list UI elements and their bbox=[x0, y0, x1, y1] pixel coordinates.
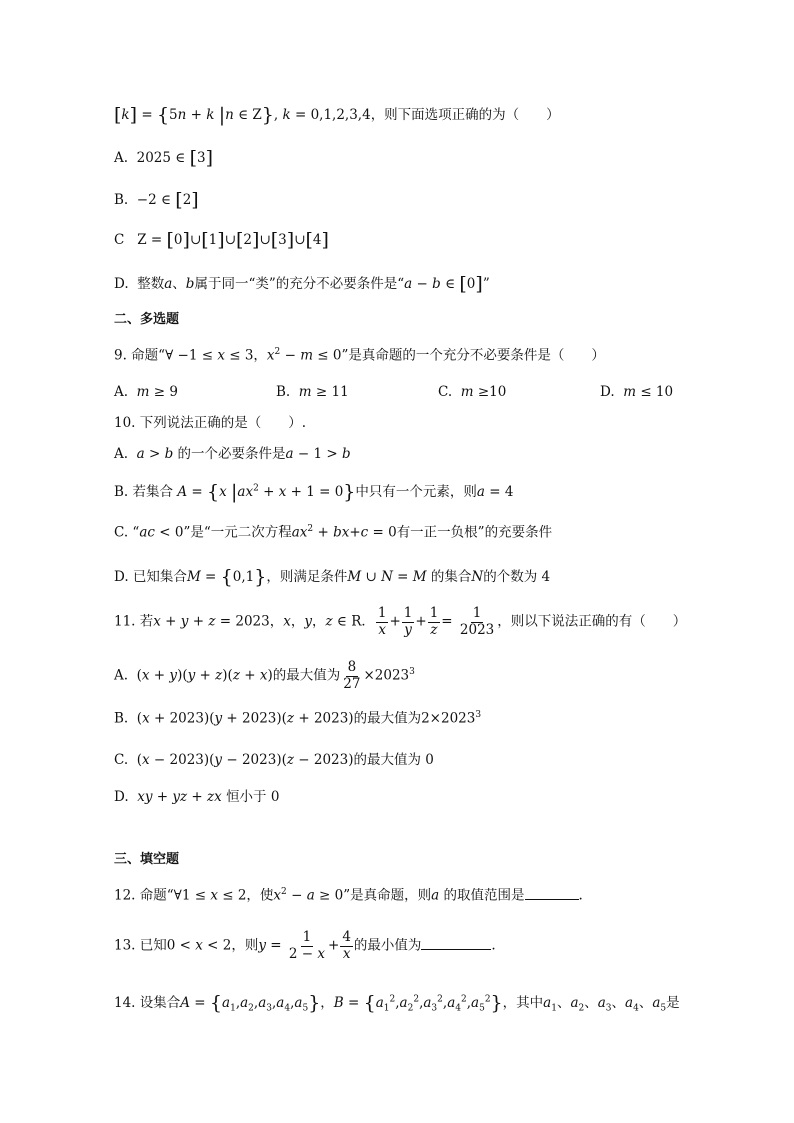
q13-answer-blank[interactable] bbox=[421, 949, 491, 950]
q9-option-b: B. m ≥ 11 bbox=[276, 384, 349, 400]
q10-option-a: A. a > b 的一个必要条件是a − 1 > b bbox=[114, 446, 351, 462]
q10-option-b: B. 若集合 A = {x $|ax^2 + x + 1 = 0$}中只有一个元素，则a = 4 bbox=[114, 481, 514, 503]
q12-answer-blank[interactable] bbox=[525, 899, 579, 900]
q12-stem: 12. 命题“∀1 ≤ x ≤ 2，使$x^2 - a \ge 0$”是真命题，则a 的取值范围是 . bbox=[114, 887, 583, 904]
q11-option-d: D. xy + yz + zx 恒小于 0 bbox=[114, 789, 280, 805]
q11-stem: 11. 若x + y + z = 2023，x，y，z ∈ R． $\frac{1}{x}$ + $\frac{1}{y}$ + $\frac{1}{z}$ = $\frac{1}{2023}$ ，则以下说法正确的有（ ） bbox=[114, 605, 687, 638]
section-multi-choice: 二、多选题 bbox=[114, 312, 180, 327]
q11-option-a: A. (x + y)(y + z)(z + x)的最大值为 $\frac{8}{27}$ $\times 2023^3$ bbox=[114, 659, 415, 692]
q9-option-c: C. m ≥10 bbox=[438, 384, 507, 400]
q14-stem: 14. 设集合$A = \{a_1,a_2,a_3,a_4,a_5\}$，$B = \{a_1^2,a_2^2,a_3^2,a_4^2,a_5^2\}$，其中$a_1$、$a_2$、$a_3$、$a_4$、$a_5$是 bbox=[114, 992, 680, 1014]
q10-option-c: C. “ac < 0”是“一元二次方程$ax^2 + bx+c = 0$有一正一负根”的充要条件 bbox=[114, 524, 553, 541]
q10-stem: 10. 下列说法正确的是（ ）. bbox=[114, 415, 307, 431]
q13-stem: 13. 已知0 < x < 2，则y = $\frac{1}{2 - x}$ + $\frac{4}{x}$ 的最小值为 . bbox=[114, 929, 496, 962]
q9-option-a: A. m ≥ 9 bbox=[114, 384, 178, 400]
q8-option-a: A. 2025 ∈ [3] bbox=[114, 147, 213, 169]
q11-option-c: C. (x − 2023)(y − 2023)(z − 2023)的最大值为 0 bbox=[114, 752, 434, 768]
q10-option-d: D. 已知集合M = {0,1}，则满足条件M ∪ N = M 的集合N的个数为 4 bbox=[114, 566, 551, 588]
q8-option-b: B. −2 ∈ [2] bbox=[114, 189, 199, 211]
q9-option-d: D. m ≤ 10 bbox=[600, 384, 674, 400]
q11-option-b: B. (x + 2023)(y + 2023)(z + 2023)的最大值为$2\times 2023^3$ bbox=[114, 710, 482, 727]
q8-option-d: D. 整数a、b属于同一“类”的充分不必要条件是“a − b ∈ [0]” bbox=[114, 273, 490, 295]
section-fill-blank: 三、填空题 bbox=[114, 852, 180, 867]
q8-set-definition: [k] = {5n + k |n ∈ Z}, k = 0,1,2,3,4，则下面选项正确的为（ ） bbox=[114, 104, 560, 126]
q9-stem: 9. 命题“∀ −1 ≤ x ≤ 3，$x^2 - m \le 0$”是真命题的一个充分不必要条件是（ ） bbox=[114, 347, 605, 364]
q8-option-c: C Z = [0]∪[1]∪[2]∪[3]∪[4] bbox=[114, 229, 329, 251]
